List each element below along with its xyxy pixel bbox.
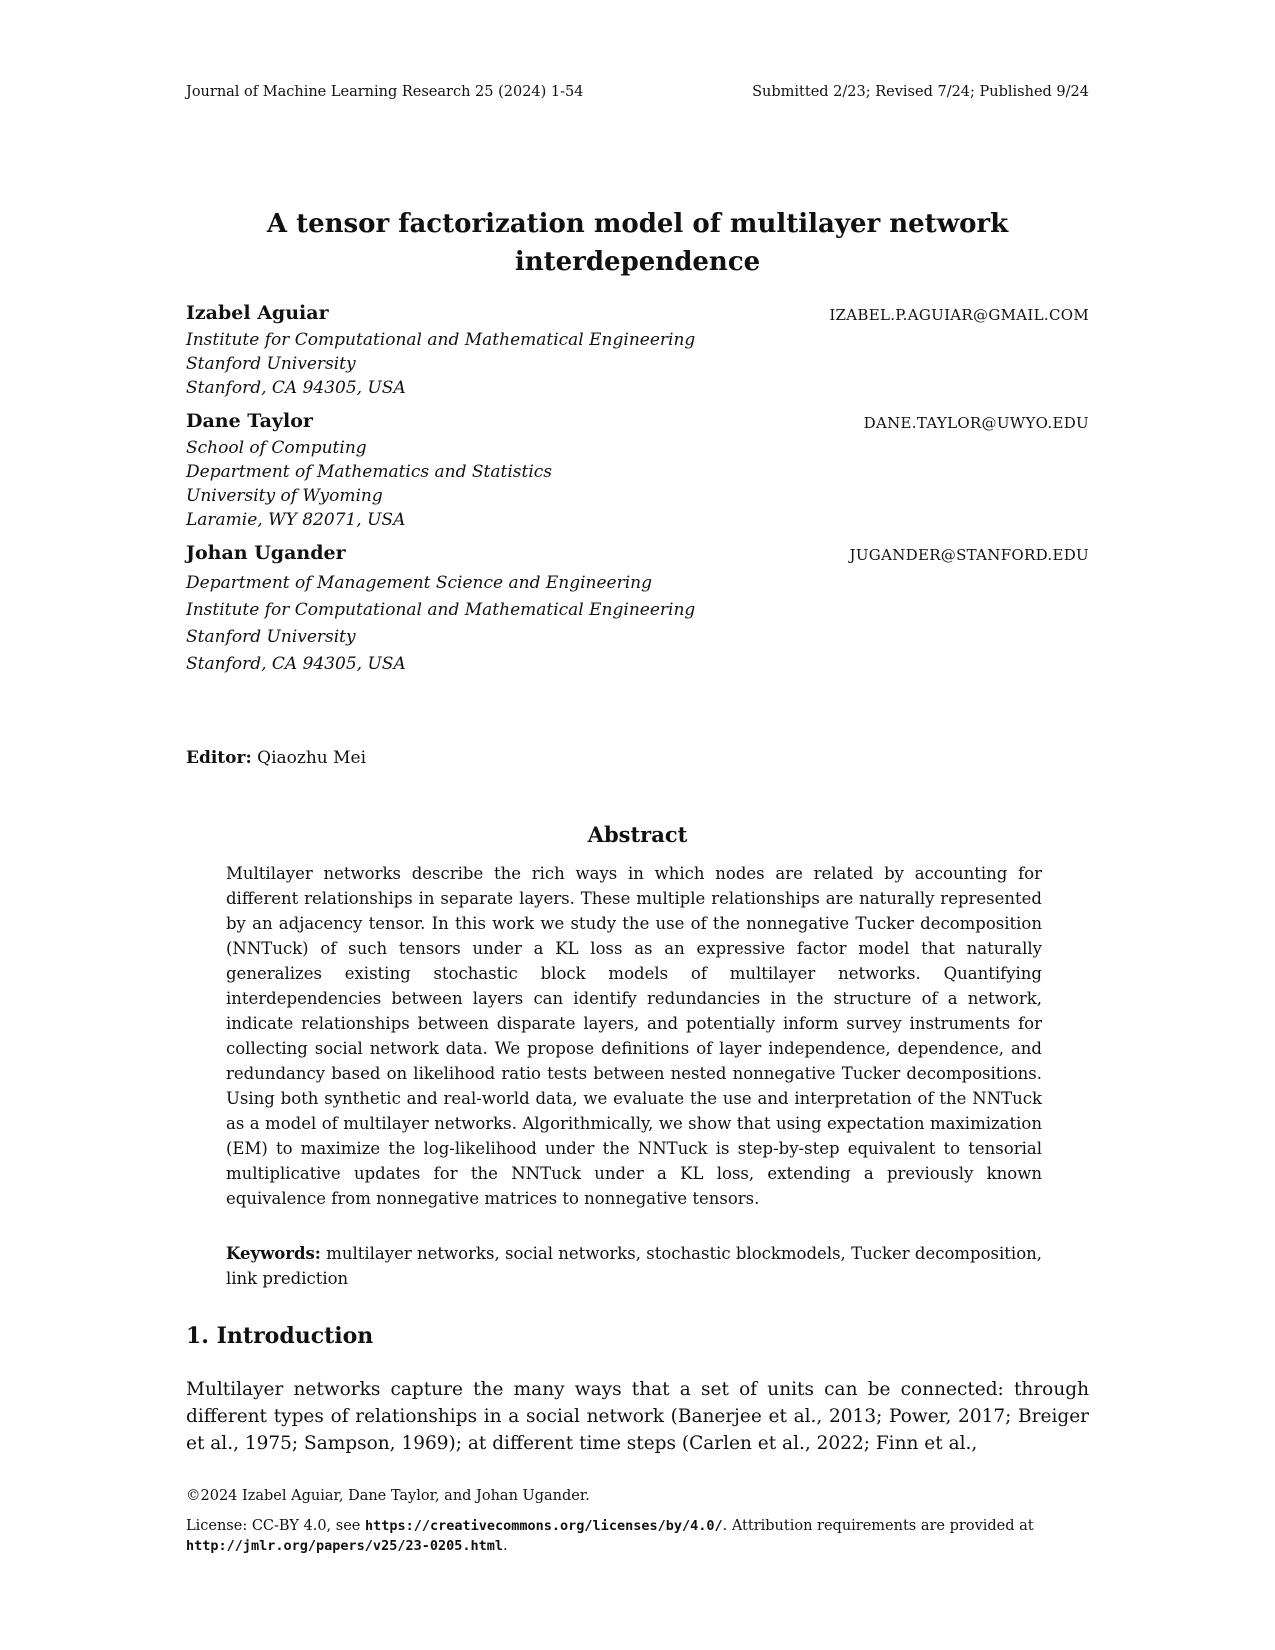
author-affiliation: Stanford, CA 94305, USA <box>186 378 406 398</box>
license-notice <box>186 1516 1089 1556</box>
keywords <box>226 1241 1042 1291</box>
author-affiliation: University of Wyoming <box>186 486 383 506</box>
copyright-notice: ©2024 Izabel Aguiar, Dane Taylor, and Johan Ugander. <box>186 1488 590 1504</box>
abstract-text: Multilayer networks describe the rich ways in which nodes are related by accounting for different relationships in separate layers. These multiple relationships are naturally represented by an adjacency tensor. In this work we study the use of the nonnegative Tucker decomposition (NNTuck) of such tensors under a KL loss as an expressive factor model that naturally generalizes existing stochastic block models of multilayer networks. Quantifying interdependencies between layers can identify redundancies in the structure of a network, indicate relationships between disparate layers, and potentially inform survey instruments for collecting social network data. We propose definitions of layer independence, dependence, and redundancy based on likelihood ratio tests between nested nonnegative Tucker decompositions. Using both synthetic and real-world data, we evaluate the use and interpretation of the NNTuck as a model of multilayer networks. Algorithmically, we show that using expectation maximization (EM) to maximize the log-likelihood under the NNTuck is step-by-step equivalent to tensorial multiplicative updates for the NNTuck under a KL loss, extending a previously known equivalence from nonnegative matrices to nonnegative tensors. <box>226 864 1042 1208</box>
author-name: Izabel Aguiar <box>186 302 329 324</box>
license-link[interactable]: https://creativecommons.org/licenses/by/4.0/ <box>364 1518 723 1534</box>
author-affiliation: Institute for Computational and Mathematical Engineering <box>186 330 696 350</box>
author-email: IZABEL.P.AGUIAR@GMAIL.COM <box>829 306 1089 324</box>
abstract-heading: Abstract <box>587 822 688 847</box>
editor-name: Qiaozhu Mei <box>257 748 367 768</box>
author-affiliation: Department of Management Science and Engineering <box>186 573 653 593</box>
author-affiliation: Department of Mathematics and Statistics <box>186 462 553 482</box>
section-heading-introduction: 1. Introduction <box>186 1323 374 1349</box>
editor-label: Editor: <box>186 748 252 768</box>
keywords-text: multilayer networks, social networks, stochastic blockmodels, Tucker decomposition, link prediction <box>226 1244 1042 1288</box>
editor-line <box>186 748 366 768</box>
author-affiliation: Institute for Computational and Mathematical Engineering <box>186 600 696 620</box>
paper-title: A tensor factorization model of multilayer network interdependence <box>266 209 1009 277</box>
author-name: Johan Ugander <box>186 542 346 564</box>
author-email: JUGANDER@STANFORD.EDU <box>849 546 1089 564</box>
keywords-label: Keywords: <box>226 1244 321 1263</box>
license-prefix: License: CC-BY 4.0, see <box>186 1518 365 1534</box>
license-middle: . Attribution requirements are provided at <box>722 1518 1034 1534</box>
attribution-link[interactable]: http://jmlr.org/papers/v25/23-0205.html <box>186 1538 503 1554</box>
author-affiliation: Laramie, WY 82071, USA <box>186 510 406 530</box>
license-suffix: . <box>502 1538 508 1554</box>
author-email: DANE.TAYLOR@UWYO.EDU <box>863 414 1089 432</box>
author-affiliation: Stanford University <box>186 627 356 647</box>
running-header-dates: Submitted 2/23; Revised 7/24; Published 9/24 <box>752 84 1089 100</box>
author-affiliation: School of Computing <box>186 438 367 458</box>
author-affiliation: Stanford, CA 94305, USA <box>186 654 406 674</box>
author-name: Dane Taylor <box>186 410 313 432</box>
author-affiliation: Stanford University <box>186 354 356 374</box>
introduction-text: Multilayer networks capture the many ways that a set of units can be connected: through different types of relationships in a social network (Banerjee et al., 2013; Power, 2017; Breiger et al., 1975; Sampson, 1969); at different time steps (Carlen et al., 2022; Finn et al., <box>186 1379 1089 1454</box>
running-header-journal: Journal of Machine Learning Research 25 (2024) 1-54 <box>186 84 584 100</box>
